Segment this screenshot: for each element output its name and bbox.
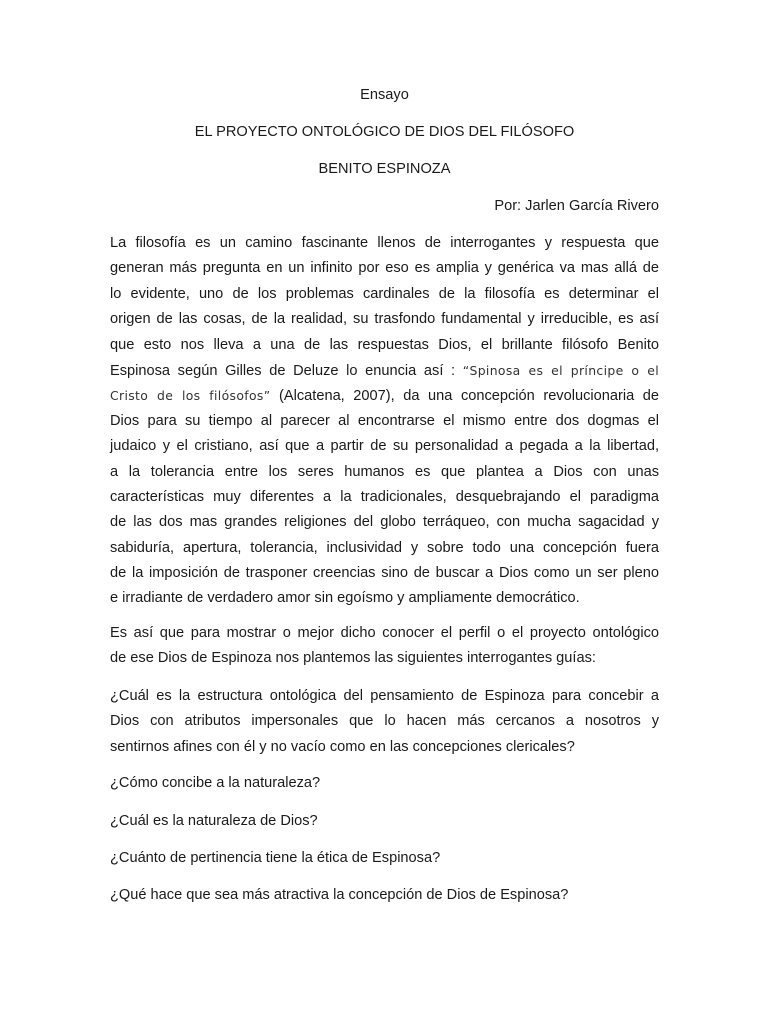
paragraph-line: características muy diferentes a la tradicionales, desquebrajando el paradigma xyxy=(110,488,659,505)
genre-label: Ensayo xyxy=(360,87,409,103)
paragraph-line: Es así que para mostrar o mejor dicho conocer el perfil o el proyecto ontológico xyxy=(110,625,659,641)
question-1 xyxy=(110,684,659,760)
paragraph-line-with-quote xyxy=(110,383,659,408)
paragraph-line: a la tolerancia entre los seres humanos es que plantea a Dios con unas xyxy=(110,463,659,480)
question-4 xyxy=(110,846,659,871)
question-line: ¿Cómo concibe a la naturaleza? xyxy=(110,775,321,791)
paragraph-line: generan más pregunta en un infinito por eso es amplia y genérica va mas allá de xyxy=(110,260,659,277)
paragraph-line: La filosofía es un camino fascinante llenos de interrogantes y respuesta que xyxy=(110,235,659,251)
question-line: Dios con atributos impersonales que lo hacen más cercanos a nosotros y xyxy=(110,713,659,730)
author-byline: Por: Jarlen García Rivero xyxy=(494,198,659,214)
question-2 xyxy=(110,771,659,796)
question-3 xyxy=(110,809,659,834)
paragraph-line: e irradiante de verdadero amor sin egoísmo y ampliamente democrático. xyxy=(110,590,580,607)
paragraph-line: origen de las cosas, de la realidad, su trasfondo fundamental y irreducible, es así xyxy=(110,311,659,328)
question-line: ¿Qué hace que sea más atractiva la concepción de Dios de Espinosa? xyxy=(110,887,569,903)
paragraph-line: que esto nos lleva a una de las respuestas Dios, el brillante filósofo Benito xyxy=(110,336,659,353)
paragraph-line: judaico y el cristiano, así que a partir de su personalidad a pegada a la libertad, xyxy=(110,438,659,455)
essay-title-line-1: EL PROYECTO ONTOLÓGICO DE DIOS DEL FILÓSOFO xyxy=(194,124,575,140)
question-line: ¿Cuál es la naturaleza de Dios? xyxy=(110,813,318,829)
paragraph-line: de la imposición de trasponer creencias sino de buscar a Dios como un ser pleno xyxy=(110,565,659,582)
paragraph-text: Espinosa según Gilles de Deluze lo enuncia así : xyxy=(110,362,456,379)
deleuze-quote-start: “Spinosa es el príncipe o el xyxy=(462,362,659,378)
paragraph-line: Dios para su tiempo al parecer al encontrarse el mismo entre dos dogmas el xyxy=(110,412,659,429)
paragraph-guiding-questions-intro xyxy=(110,621,659,672)
essay-title-line-2: BENITO ESPINOZA xyxy=(318,161,451,177)
paragraph-line-with-quote xyxy=(110,358,659,383)
paragraph-line: lo evidente, uno de los problemas cardinales de la filosofía es determinar el xyxy=(110,285,659,302)
paragraph-line: de ese Dios de Espinoza nos plantemos las siguientes interrogantes guías: xyxy=(110,650,596,667)
paragraph-introduction xyxy=(110,231,659,612)
paragraph-line: sabiduría, apertura, tolerancia, inclusividad y sobre todo una concepción fuera xyxy=(110,539,659,556)
citation-text: (Alcatena, 2007), da una concepción revolucionaria de xyxy=(279,388,659,405)
question-5 xyxy=(110,883,659,908)
question-line: ¿Cuál es la estructura ontológica del pensamiento de Espinoza para concebir a xyxy=(110,688,659,704)
question-line: ¿Cuánto de pertinencia tiene la ética de Espinosa? xyxy=(110,850,441,866)
deleuze-quote-end: Cristo de los filósofos” xyxy=(110,388,271,404)
question-line: sentirnos afines con él y no vacío como en las concepciones clericales? xyxy=(110,738,575,755)
paragraph-line: de las dos mas grandes religiones del globo terráqueo, con mucha sagacidad y xyxy=(110,514,659,531)
